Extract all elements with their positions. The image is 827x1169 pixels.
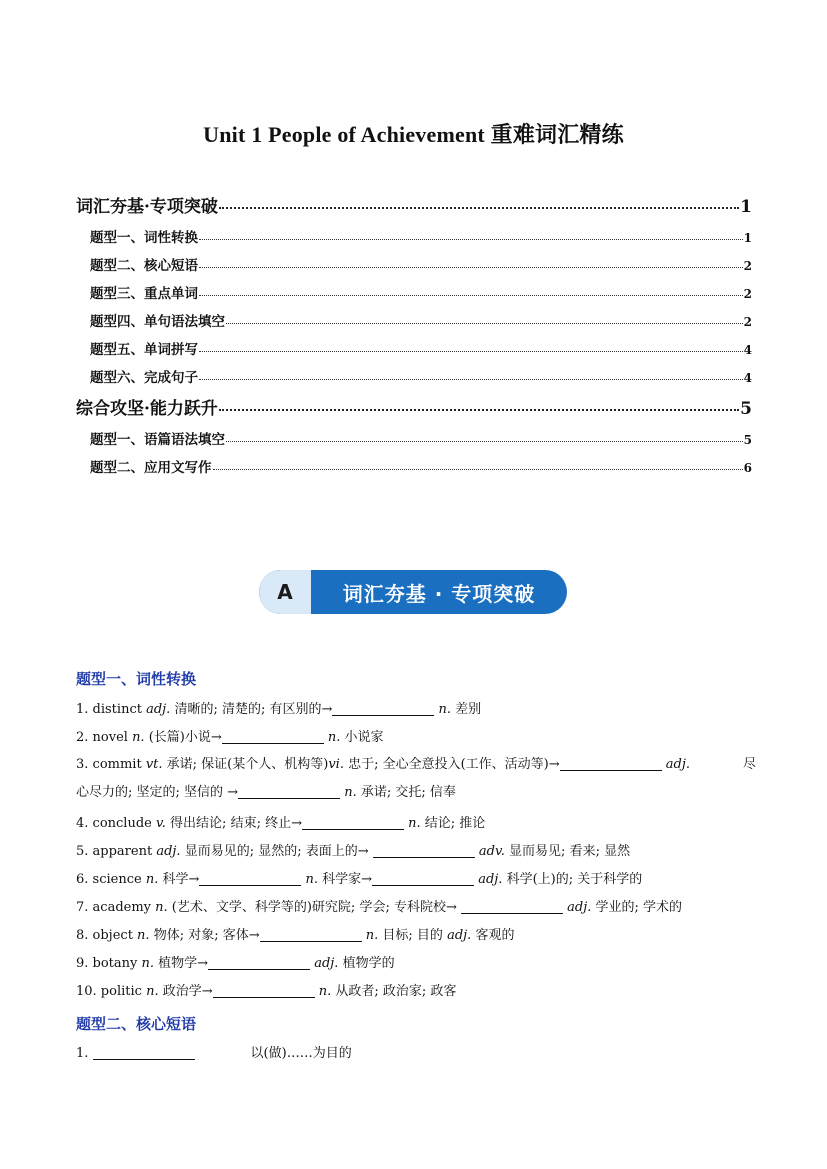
toc-entry[interactable] bbox=[76, 454, 752, 482]
section-heading-word-forms: 题型一、词性转换 bbox=[76, 670, 197, 688]
answer-blank[interactable] bbox=[373, 843, 475, 858]
toc-leader-dots bbox=[226, 323, 743, 324]
question-2: 2. novel n. (长篇)小说→ n. 小说家 bbox=[76, 730, 384, 745]
toc-entry-label: 题型二、应用文写作 bbox=[90, 460, 212, 476]
toc-entry[interactable] bbox=[76, 426, 752, 454]
question-10: 10. politic n. 政治学→ n. 从政者; 政治家; 政客 bbox=[76, 984, 457, 999]
toc-entry-label: 题型三、重点单词 bbox=[90, 286, 198, 302]
toc-entry-page: 2 bbox=[743, 287, 752, 301]
banner-badge: A bbox=[259, 570, 311, 614]
answer-blank[interactable] bbox=[332, 701, 434, 716]
toc-entry[interactable] bbox=[76, 336, 752, 364]
toc-entry[interactable] bbox=[76, 364, 752, 392]
toc-entry-label: 题型二、核心短语 bbox=[90, 258, 198, 274]
toc-leader-dots bbox=[199, 239, 743, 240]
toc-entry-page: 4 bbox=[743, 343, 752, 357]
toc-entry[interactable] bbox=[76, 190, 752, 224]
toc-leader-dots bbox=[226, 441, 743, 442]
toc-leader-dots bbox=[199, 379, 743, 380]
toc-entry[interactable] bbox=[76, 392, 752, 426]
answer-blank[interactable] bbox=[213, 983, 315, 998]
toc-entry-page: 2 bbox=[743, 259, 752, 273]
toc-entry-page: 4 bbox=[743, 371, 752, 385]
toc-leader-dots bbox=[213, 469, 743, 470]
toc-entry[interactable] bbox=[76, 280, 752, 308]
answer-blank[interactable] bbox=[302, 815, 404, 830]
toc-entry[interactable] bbox=[76, 308, 752, 336]
question-4: 4. conclude v. 得出结论; 结束; 终止→ n. 结论; 推论 bbox=[76, 816, 486, 831]
toc-entry-page: 1 bbox=[740, 197, 752, 217]
toc-entry-page: 1 bbox=[743, 231, 752, 245]
phrase-question-1: 1. 以(做)……为目的 bbox=[76, 1046, 352, 1061]
table-of-contents bbox=[76, 190, 752, 482]
answer-blank[interactable] bbox=[93, 1045, 195, 1060]
toc-entry-page: 5 bbox=[743, 433, 752, 447]
answer-blank[interactable] bbox=[372, 871, 474, 886]
banner-title: 词汇夯基 · 专项突破 bbox=[342, 581, 536, 606]
toc-entry-label: 题型五、单词拼写 bbox=[90, 342, 198, 358]
toc-entry-page: 2 bbox=[743, 315, 752, 329]
toc-entry-label: 词汇夯基·专项突破 bbox=[76, 197, 218, 217]
toc-leader-dots bbox=[199, 295, 743, 296]
toc-leader-dots bbox=[219, 409, 739, 411]
toc-entry-label: 题型一、词性转换 bbox=[90, 230, 198, 246]
toc-entry[interactable] bbox=[76, 252, 752, 280]
question-8: 8. object n. 物体; 对象; 客体→ n. 目标; 目的 adj. 客观的 bbox=[76, 928, 515, 943]
question-6: 6. science n. 科学→ n. 科学家→ adj. 科学(上)的; 关于科学的 bbox=[76, 872, 643, 887]
answer-blank[interactable] bbox=[260, 927, 362, 942]
question-9: 9. botany n. 植物学→ adj. 植物学的 bbox=[76, 956, 395, 971]
question-7: 7. academy n. (艺术、文学、科学等的)研究院; 学会; 专科院校→ adj. 学业的; 学术的 bbox=[76, 900, 683, 915]
toc-entry[interactable] bbox=[76, 224, 752, 252]
answer-blank[interactable] bbox=[208, 955, 310, 970]
toc-leader-dots bbox=[199, 351, 743, 352]
toc-leader-dots bbox=[199, 267, 743, 268]
answer-blank[interactable] bbox=[199, 871, 301, 886]
toc-entry-label: 题型四、单句语法填空 bbox=[90, 314, 225, 330]
answer-blank[interactable] bbox=[560, 756, 662, 771]
toc-entry-label: 题型一、语篇语法填空 bbox=[90, 432, 225, 448]
toc-entry-label: 综合攻坚·能力跃升 bbox=[76, 399, 218, 419]
answer-blank[interactable] bbox=[461, 899, 563, 914]
answer-blank[interactable] bbox=[238, 784, 340, 799]
question-3: 3. commit vt. 承诺; 保证(某个人、机构等)vi. 忠于; 全心全意投入(工作、活动等)→ adj. 尽 心尽力的; 坚定的; 坚信的 → n. 承诺; 交托; 信奉 bbox=[76, 757, 756, 800]
toc-entry-page: 5 bbox=[740, 399, 752, 419]
toc-entry-page: 6 bbox=[743, 461, 752, 475]
question-5: 5. apparent adj. 显而易见的; 显然的; 表面上的→ adv. 显而易见; 看来; 显然 bbox=[76, 844, 631, 859]
page-title: Unit 1 People of Achievement 重难词汇精练 bbox=[203, 122, 624, 147]
toc-leader-dots bbox=[219, 207, 739, 209]
question-1: 1. distinct adj. 清晰的; 清楚的; 有区别的→ n. 差别 bbox=[76, 702, 482, 717]
toc-entry-label: 题型六、完成句子 bbox=[90, 370, 198, 386]
answer-blank[interactable] bbox=[222, 729, 324, 744]
section-heading-phrases: 题型二、核心短语 bbox=[76, 1015, 197, 1033]
section-banner bbox=[259, 570, 567, 614]
